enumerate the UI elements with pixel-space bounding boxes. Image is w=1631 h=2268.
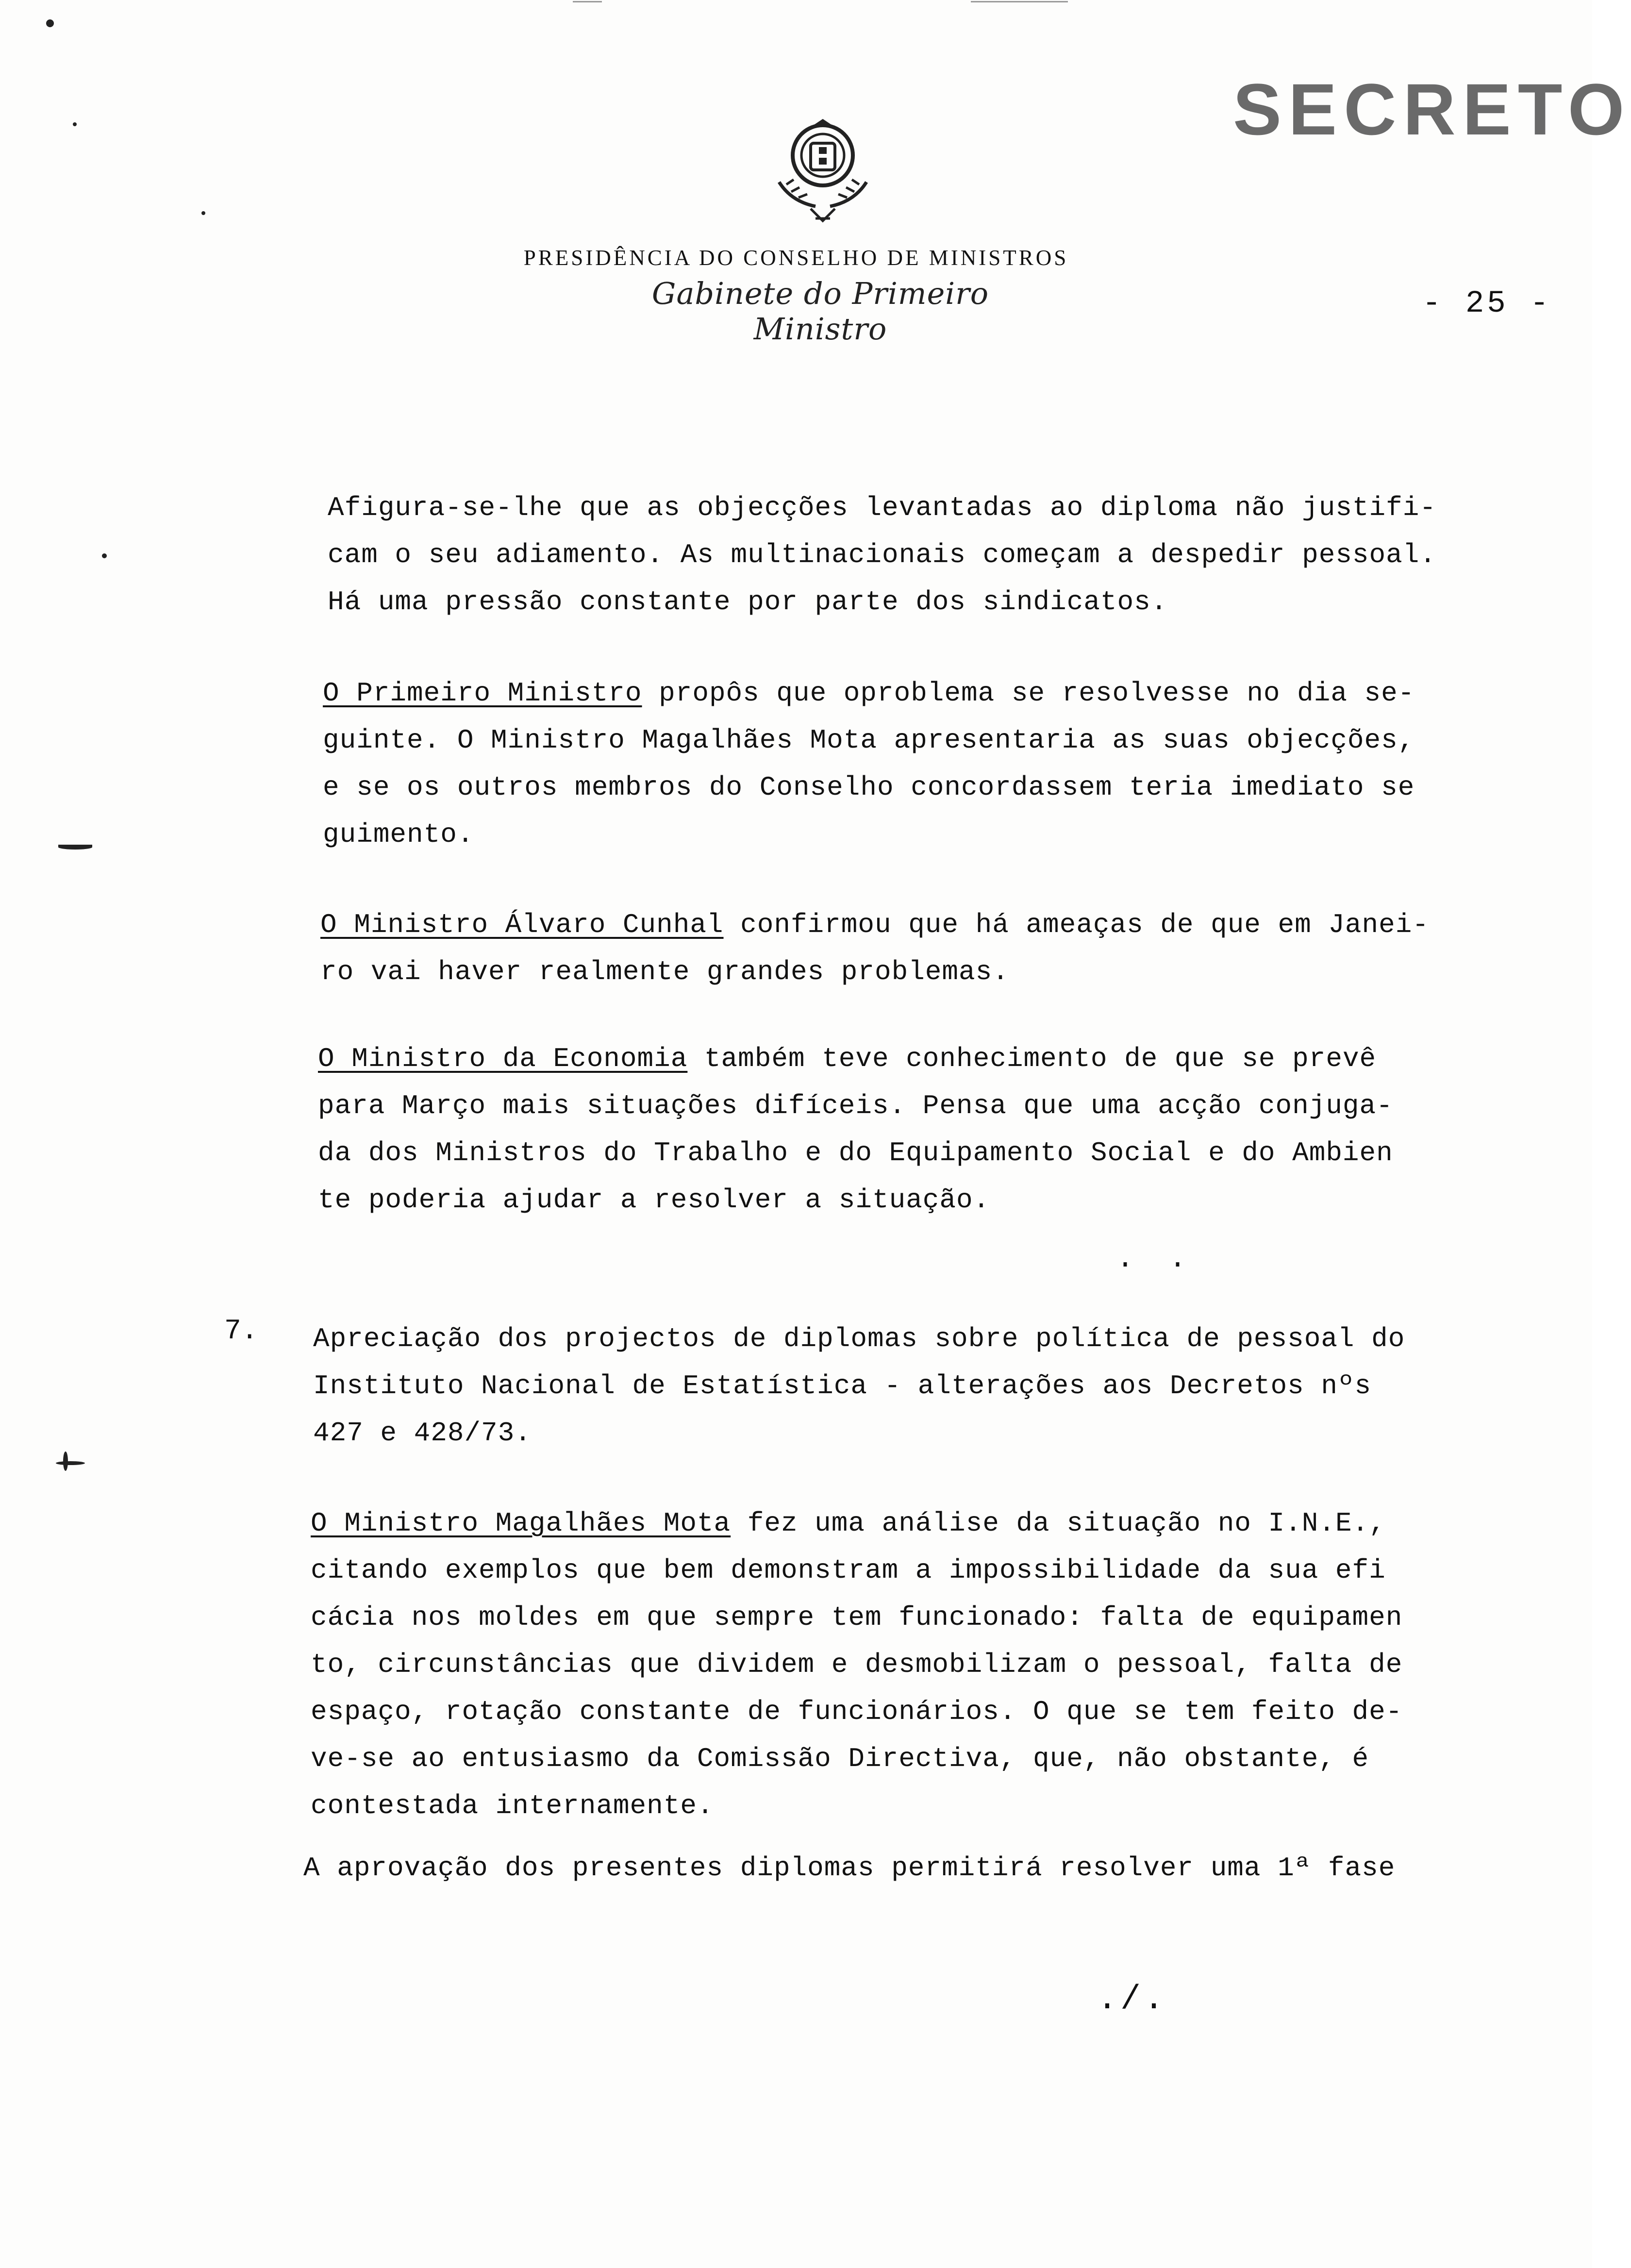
coat-of-arms-icon bbox=[762, 109, 883, 231]
text-line: guinte. O Ministro Magalhães Mota apresentaria as suas objecções, bbox=[323, 725, 1415, 756]
text-line: Apreciação dos projectos de diplomas sobre política de pessoal do bbox=[313, 1323, 1405, 1354]
text-segment: também teve conhecimento de que se prevê bbox=[687, 1043, 1377, 1074]
office-heading: PRESIDÊNCIA DO CONSELHO DE MINISTROS bbox=[523, 246, 1069, 270]
text-line: da dos Ministros do Trabalho e do Equipamento Social e do Ambien bbox=[318, 1137, 1393, 1168]
paragraph bbox=[311, 1500, 1402, 1830]
text-line: citando exemplos que bem demonstram a impossibilidade da sua efi bbox=[311, 1555, 1386, 1586]
cabinet-subheading: Gabinete do Primeiro Ministro bbox=[651, 276, 989, 347]
text-segment: confirmou que há ameaças de que em Janei- bbox=[723, 909, 1429, 940]
text-line: ro vai haver realmente grandes problemas. bbox=[320, 956, 1009, 987]
paragraph bbox=[328, 484, 1436, 626]
separator-dots: . . bbox=[1116, 1243, 1196, 1276]
text-line bbox=[323, 670, 1415, 717]
speaker-name: O Ministro da Economia bbox=[318, 1043, 688, 1074]
text-line: Afigura-se-lhe que as objecções levantadas ao diploma não justifi- bbox=[328, 492, 1436, 523]
paragraph bbox=[303, 1845, 1395, 1892]
text-line: espaço, rotação constante de funcionários. O que se tem feito de- bbox=[311, 1696, 1403, 1727]
agenda-item-number: 7. bbox=[224, 1316, 258, 1347]
paragraph bbox=[323, 670, 1415, 858]
text-line bbox=[320, 901, 1429, 949]
text-line: Instituto Nacional de Estatística - alterações aos Decretos nºs bbox=[313, 1370, 1372, 1401]
text-line: te poderia ajudar a resolver a situação. bbox=[318, 1184, 990, 1216]
scan-speck bbox=[56, 1461, 85, 1465]
scan-speck bbox=[102, 553, 107, 558]
scan-artifact bbox=[971, 1, 1068, 2]
speaker-name: O Ministro Álvaro Cunhal bbox=[320, 909, 724, 940]
scan-speck bbox=[201, 211, 205, 215]
text-line bbox=[318, 1035, 1393, 1083]
text-line: e se os outros membros do Conselho concordassem teria imediato se bbox=[323, 772, 1415, 803]
speaker-name: O Primeiro Ministro bbox=[323, 678, 642, 709]
text-line: para Março mais situações difíceis. Pensa que uma acção conjuga- bbox=[318, 1090, 1393, 1121]
classification-stamp: SECRETO bbox=[1233, 68, 1631, 150]
continuation-mark: ./. bbox=[1097, 1981, 1167, 2019]
scan-speck bbox=[73, 122, 77, 126]
scan-artifact bbox=[573, 1, 602, 2]
text-segment: fez uma análise da situação no I.N.E., bbox=[731, 1508, 1386, 1539]
text-line: 427 e 428/73. bbox=[313, 1418, 532, 1449]
paragraph bbox=[320, 901, 1429, 996]
text-line: contestada internamente. bbox=[311, 1790, 714, 1821]
text-line: A aprovação dos presentes diplomas permitirá resolver uma 1ª fase bbox=[303, 1852, 1396, 1884]
text-line: ve-se ao entusiasmo da Comissão Directiva, que, não obstante, é bbox=[311, 1743, 1369, 1774]
text-line: guimento. bbox=[323, 819, 474, 850]
scan-speck bbox=[58, 845, 92, 850]
text-line bbox=[311, 1500, 1402, 1547]
scan-speck bbox=[46, 19, 54, 27]
page-number: - 25 - bbox=[1422, 286, 1552, 321]
text-line: to, circunstâncias que dividem e desmobilizam o pessoal, falta de bbox=[311, 1649, 1403, 1680]
text-line: cácia nos moldes em que sempre tem funcionado: falta de equipamen bbox=[311, 1602, 1403, 1633]
paragraph bbox=[318, 1035, 1393, 1224]
speaker-name: O Ministro Magalhães Mota bbox=[311, 1508, 731, 1539]
text-line: cam o seu adiamento. As multinacionais começam a despedir pessoal. bbox=[328, 539, 1436, 570]
agenda-item-title bbox=[313, 1316, 1405, 1457]
text-line: Há uma pressão constante por parte dos sindicatos. bbox=[328, 586, 1168, 617]
text-segment: propôs que oproblema se resolvesse no dia se- bbox=[642, 678, 1415, 709]
